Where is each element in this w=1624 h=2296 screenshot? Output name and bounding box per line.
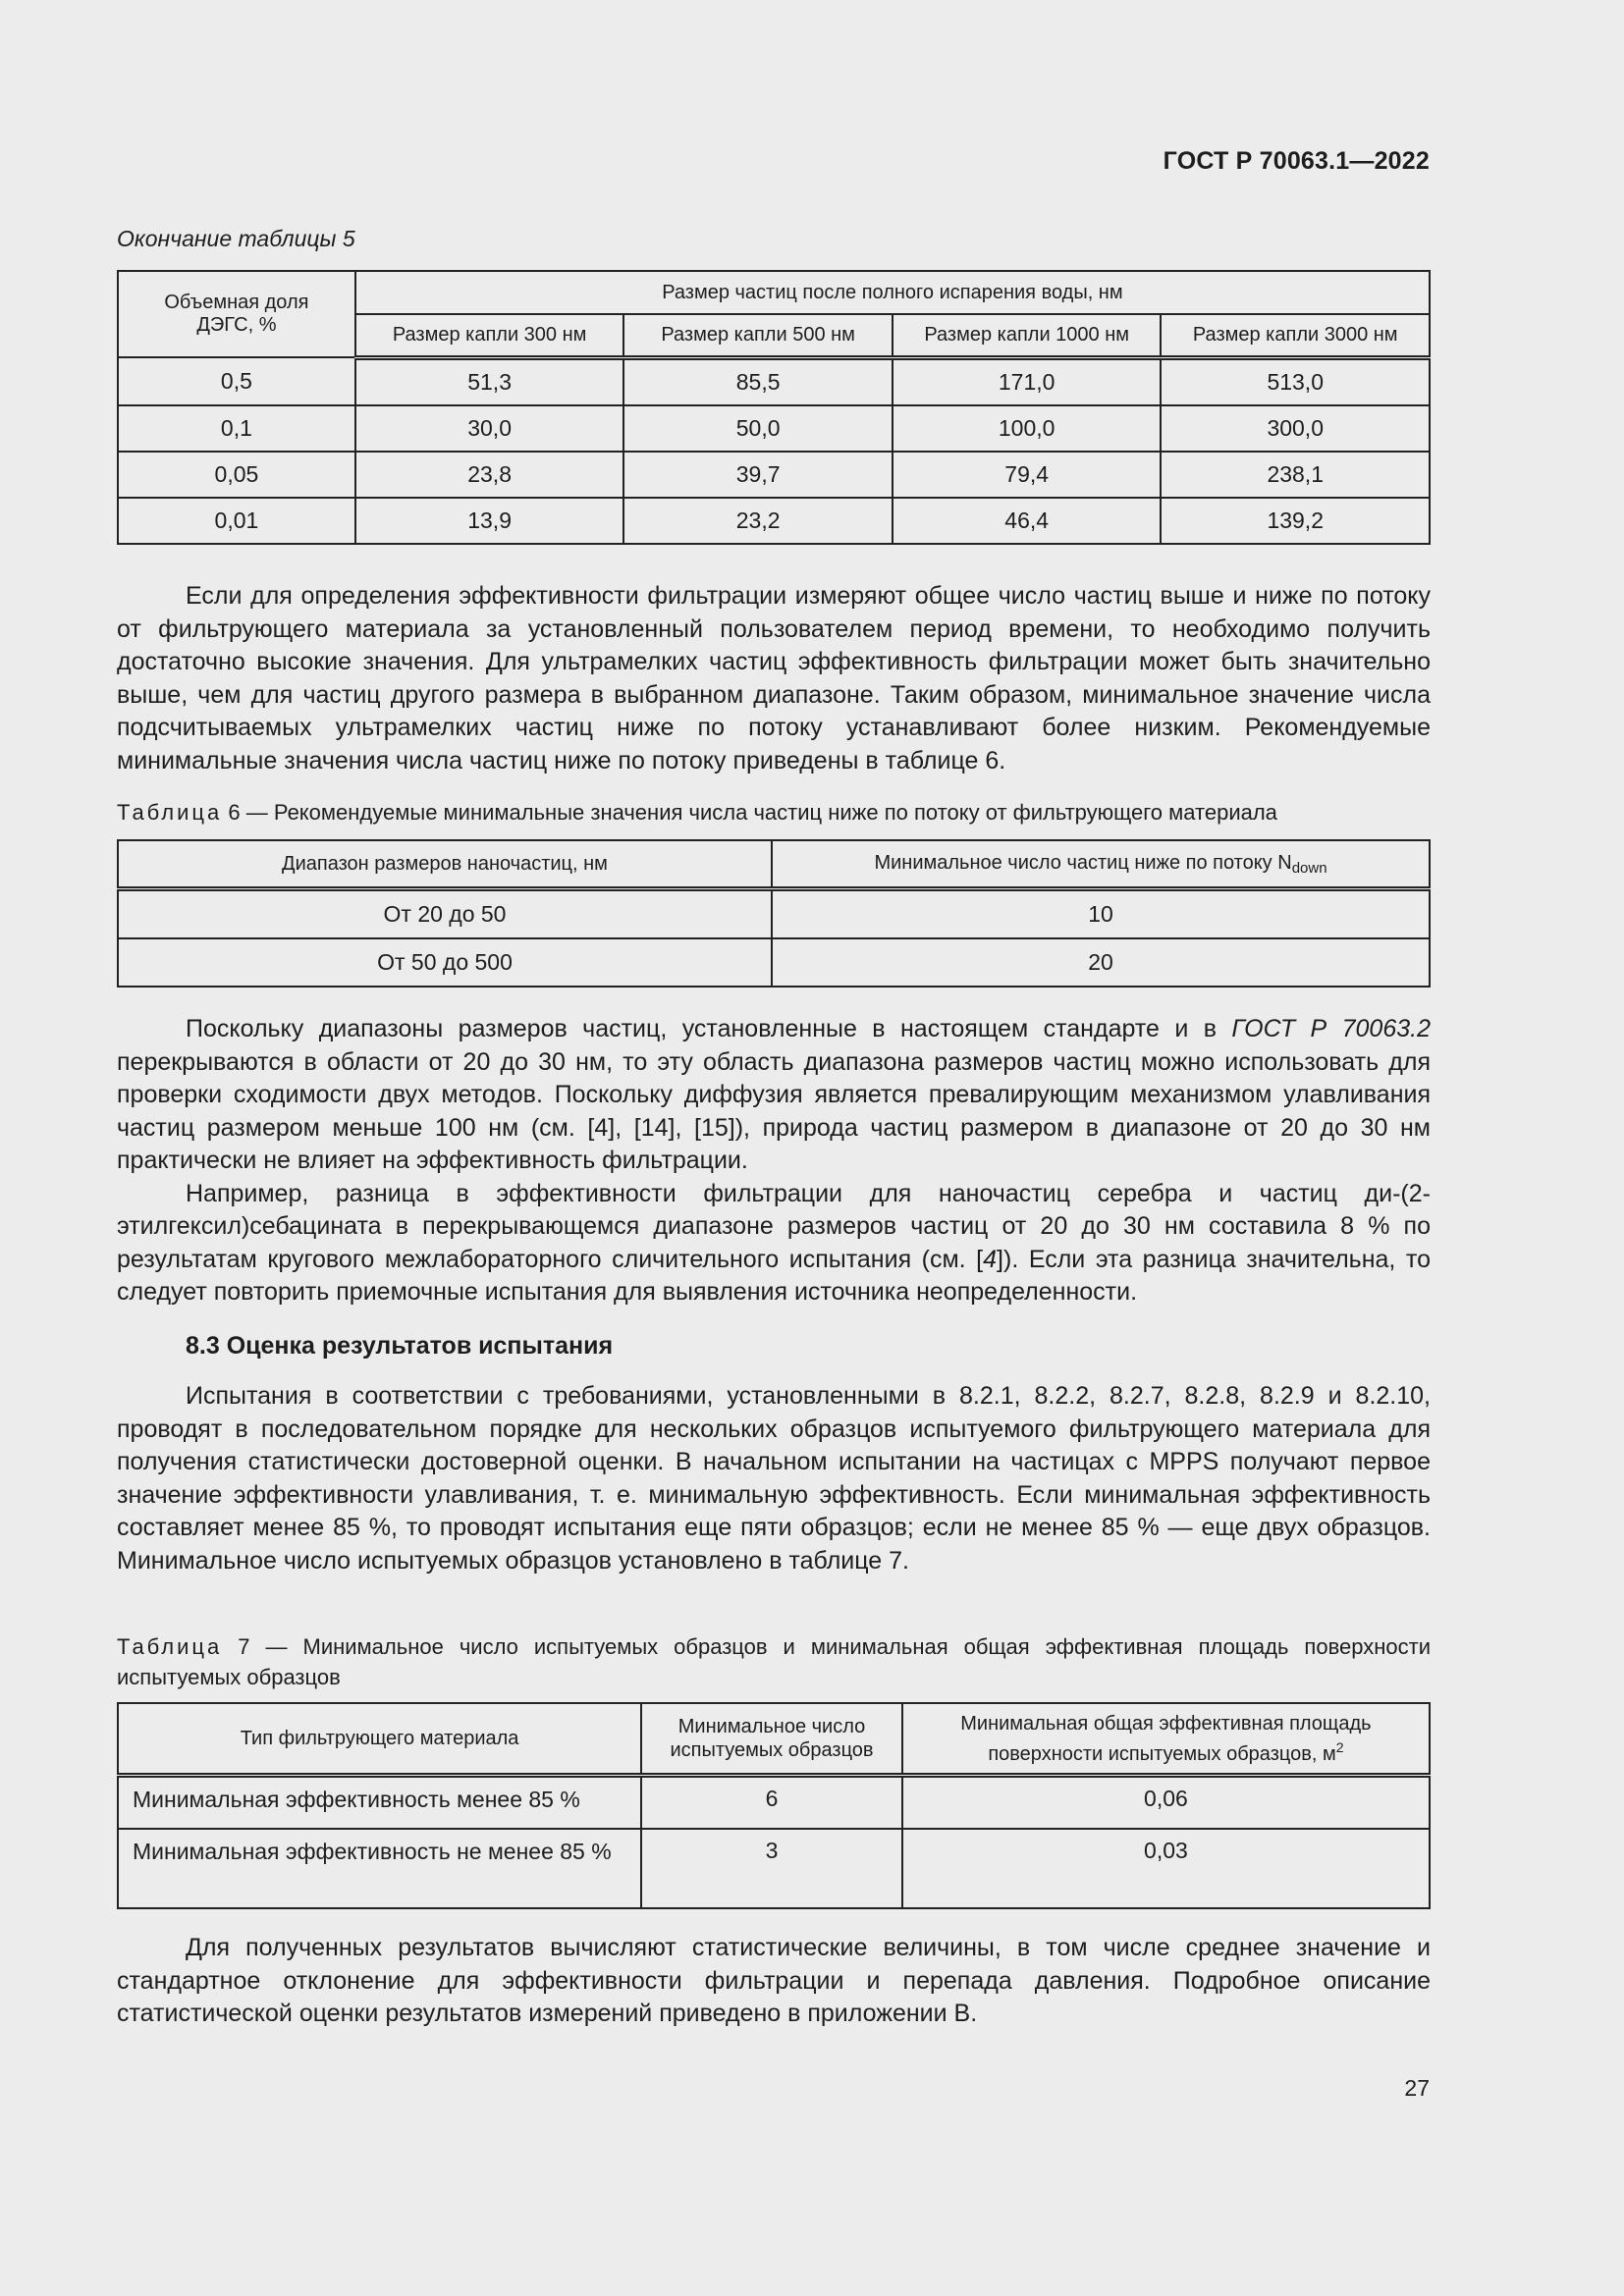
table5-subheader: Размер капли 1000 нм xyxy=(893,314,1162,357)
paragraph-text: Испытания в соответствии с требованиями, установленными в 8.2.1, 8.2.2, 8.2.7, 8.2.8, 8.2.9 и 8.2.10, проводят в последовательном порядке для нескольких образцов испытуемого фильтрующего материала для получения статистически достоверной оценки. В начальном испытании на частицах с MPPS получают первое значение эффективности улавливания, т. е. минимальную эффективность. Если минимальная эффективность составляет менее 85 %, то проводят испытания еще пяти образцов; если не менее 85 % — еще двух образцов. Минимальное число испытуемых образцов установлено в таблице 7. xyxy=(117,1382,1431,1575)
table-cell: 23,8 xyxy=(355,452,624,498)
table-cell: 39,7 xyxy=(623,452,893,498)
table-title: — Минимальное число испытуемых образцов и минимальная общая эффективная площадь поверхности испытуемых образцов xyxy=(117,1634,1431,1689)
paragraph-text: ]). Если эта разница значительна, то следует повторить приемочные испытания для выявления источника неопределенности. xyxy=(117,1245,1431,1306)
table-row xyxy=(118,405,1430,452)
header-text: Минимальная общая эффективная площадь поверхности испытуемых образцов, м xyxy=(960,1712,1372,1765)
table-row xyxy=(118,452,1430,498)
table-cell: 171,0 xyxy=(893,357,1162,405)
table7-caption xyxy=(117,1631,1431,1692)
table-cell: 6 xyxy=(641,1776,902,1830)
paragraph-2 xyxy=(117,1013,1431,1309)
paragraph-text: Поскольку диапазоны размеров частиц, установленные в настоящем стандарте и в xyxy=(186,1015,1232,1042)
table-cell: 23,2 xyxy=(623,498,893,544)
table-title: — Рекомендуемые минимальные значения числа частиц ниже по потоку от фильтрующего материала xyxy=(240,800,1277,825)
table-cell: 0,03 xyxy=(902,1829,1430,1908)
table-cell: 300,0 xyxy=(1161,405,1430,452)
table6-caption xyxy=(117,797,1431,828)
paragraph-4 xyxy=(117,1380,1431,1577)
table-cell: От 50 до 500 xyxy=(118,938,772,987)
standard-reference: ГОСТ Р 70063.2 xyxy=(1231,1015,1431,1042)
table6-header: Диапазон размеров наночастиц, нм xyxy=(118,840,772,889)
table-cell: Минимальная эффективность менее 85 % xyxy=(118,1776,641,1830)
table-7 xyxy=(117,1702,1431,1909)
table-cell: Минимальная эффективность не менее 85 % xyxy=(118,1829,641,1908)
table-cell: 0,05 xyxy=(118,452,355,498)
table-row xyxy=(118,889,1430,939)
table-6 xyxy=(117,839,1431,988)
table-cell: 0,5 xyxy=(118,357,355,405)
table-cell: 13,9 xyxy=(355,498,624,544)
table-cell: 100,0 xyxy=(893,405,1162,452)
table-cell: 0,06 xyxy=(902,1776,1430,1830)
paragraph-text: Например, разница в эффективности фильтрации для наночастиц серебра и частиц ди-(2-этилгексил)себацината в перекрывающемся диапазоне размеров частиц от 20 до 30 нм составила 8 % по результатам кругового межлабораторного сличительного испытания (см. [ xyxy=(117,1179,1431,1273)
paragraph-text: перекрываются в области от 20 до 30 нм, то эту область диапазона размеров частиц можно использовать для проверки сходимости двух методов. Поскольку диффузия является превалирующим механизмом улавливания частиц размером меньше 100 нм (см. [4], [14], [15]), природа частиц размером в диапазоне от 20 до 30 нм практически не влияет на эффективность фильтрации. xyxy=(117,1047,1431,1174)
table-cell: 51,3 xyxy=(355,357,624,405)
table-row xyxy=(118,1776,1430,1830)
table-cell: 85,5 xyxy=(623,357,893,405)
table6-header xyxy=(772,840,1430,889)
table-cell: 513,0 xyxy=(1161,357,1430,405)
paragraph-text: Для полученных результатов вычисляют статистические величины, в том числе среднее значение и стандартное отклонение для эффективности фильтрации и перепада давления. Подробное описание статистической оценки результатов измерений приведено в приложении В. xyxy=(117,1934,1431,2027)
section-heading: 8.3 Оценка результатов испытания xyxy=(186,1332,614,1360)
table7-header: Тип фильтрующего материала xyxy=(118,1703,641,1776)
paragraph-1 xyxy=(117,580,1431,777)
table-row xyxy=(118,357,1430,405)
subscript: down xyxy=(1291,859,1327,877)
table-cell: 3 xyxy=(641,1829,902,1908)
table5-col0-header: Объемная доля ДЭГС, % xyxy=(118,271,355,357)
table5-subheader: Размер капли 300 нм xyxy=(355,314,624,357)
table-cell: 50,0 xyxy=(623,405,893,452)
table5-subheader: Размер капли 3000 нм xyxy=(1161,314,1430,357)
table-cell: 0,1 xyxy=(118,405,355,452)
table7-header: Минимальное число испытуемых образцов xyxy=(641,1703,902,1776)
table-cell: 46,4 xyxy=(893,498,1162,544)
bibliography-reference: 4 xyxy=(983,1245,998,1273)
superscript: 2 xyxy=(1335,1738,1344,1755)
table-row xyxy=(118,498,1430,544)
table-cell: 139,2 xyxy=(1161,498,1430,544)
paragraph-text: Если для определения эффективности фильтрации измеряют общее число частиц выше и ниже по потоку от фильтрующего материала за установленный пользователем период времени, то необходимо получить достаточно высокие значения. Для ультрамелких частиц эффективность фильтрации может быть значительно выше, чем для частиц другого размера в выбранном диапазоне. Таким образом, минимальное значение числа подсчитываемых ультрамелких частиц ниже по потоку устанавливают более низким. Рекомендуемые минимальные значения числа частиц ниже по потоку приведены в таблице 6. xyxy=(117,582,1431,774)
table5-group-header: Размер частиц после полного испарения воды, нм xyxy=(355,271,1430,314)
table-5 xyxy=(117,270,1431,545)
table-number: 6 xyxy=(228,800,241,825)
table-cell: 30,0 xyxy=(355,405,624,452)
table-cell: От 20 до 50 xyxy=(118,889,772,939)
table-cell: 20 xyxy=(772,938,1430,987)
document-id: ГОСТ Р 70063.1—2022 xyxy=(1163,147,1430,175)
table5-caption: Окончание таблицы 5 xyxy=(117,226,355,251)
table-cell: 79,4 xyxy=(893,452,1162,498)
page-number: 27 xyxy=(1404,2075,1430,2101)
header-text: Минимальное число частиц ниже по потоку N xyxy=(874,851,1292,874)
table-cell: 0,01 xyxy=(118,498,355,544)
table-cell: 238,1 xyxy=(1161,452,1430,498)
table-label: Таблица xyxy=(117,1634,223,1659)
table-cell: 10 xyxy=(772,889,1430,939)
table7-header xyxy=(902,1703,1430,1776)
paragraph-5 xyxy=(117,1932,1431,2031)
table-number: 7 xyxy=(238,1634,250,1659)
table-row xyxy=(118,1829,1430,1908)
table5-subheader: Размер капли 500 нм xyxy=(623,314,893,357)
table-row xyxy=(118,938,1430,987)
table-label: Таблица xyxy=(117,800,223,825)
